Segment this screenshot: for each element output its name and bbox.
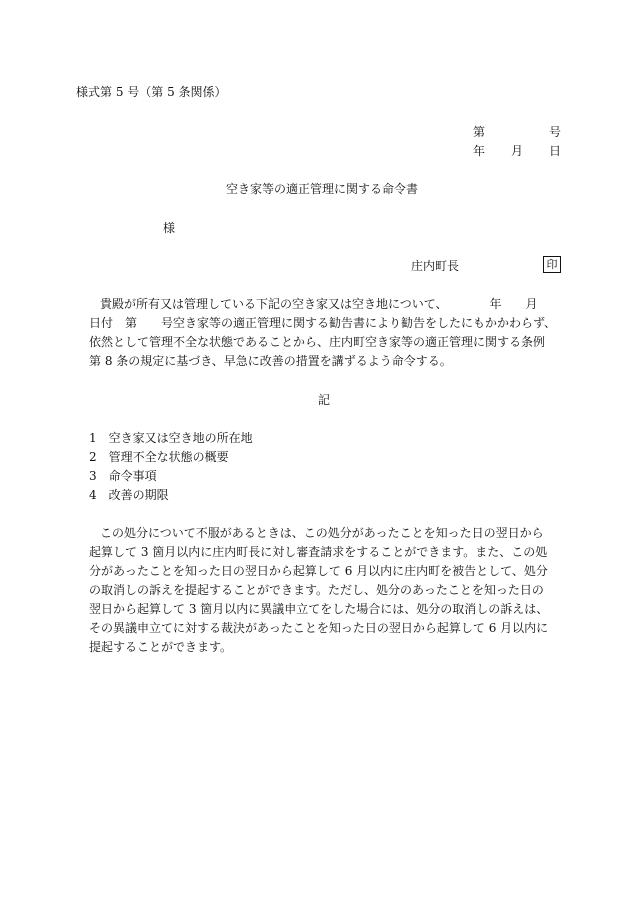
notice-line: 翌日から起算して 3 箇月以内に異議申立てをした場合には、処分の取消しの訴えは、 — [89, 602, 549, 616]
doc-number-suffix: 号 — [549, 125, 562, 139]
seal-mark: 印 — [543, 256, 561, 273]
notice-line: 分があったことを知った日の翌日から起算して 6 月以内に庄内町を被告として、処分 — [89, 564, 548, 578]
document-title: 空き家等の適正管理に関する命令書 — [226, 182, 419, 196]
date-day: 日 — [549, 144, 562, 158]
body-line: 第 8 条の規定に基づき、早急に改善の措置を講ずるよう命令する。 — [89, 354, 452, 368]
list-item: 4 改善の期限 — [89, 488, 169, 502]
notice-line: 起算して 3 箇月以内に庄内町長に対し審査請求をすることができます。また、この処 — [89, 545, 548, 559]
form-label: 様式第 5 号（第 5 条関係） — [76, 85, 227, 99]
date-month: 月 — [511, 144, 524, 158]
notice-line: 提起することができます。 — [89, 640, 233, 654]
notice-line: その異議申立てに対する裁決があったことを知った日の翌日から起算して 6 月以内に — [89, 621, 549, 635]
list-item: 1 空き家又は空き地の所在地 — [89, 431, 253, 445]
addressee-honorific: 様 — [163, 221, 176, 235]
list-item: 3 命令事項 — [89, 469, 157, 483]
doc-number-prefix: 第 — [473, 125, 486, 139]
ki-heading: 記 — [318, 393, 331, 407]
issuer: 庄内町長 — [411, 259, 460, 273]
body-line: 貴殿が所有又は管理している下記の空き家又は空き地について、 年 月 — [100, 297, 538, 311]
date-year: 年 — [473, 144, 486, 158]
body-line: 依然として管理不全な状態であることから、庄内町空き家等の適正管理に関する条例 — [89, 335, 546, 349]
body-line: 日付 第 号空き家等の適正管理に関する勧告書により勧告をしたにもかかわらず、 — [89, 316, 557, 330]
notice-line: の取消しの訴えを提起することができます。ただし、処分のあったことを知った日の — [89, 583, 544, 597]
list-item: 2 管理不全な状態の概要 — [89, 450, 229, 464]
notice-line: この処分について不服があるときは、この処分があったことを知った日の翌日から — [100, 526, 544, 540]
